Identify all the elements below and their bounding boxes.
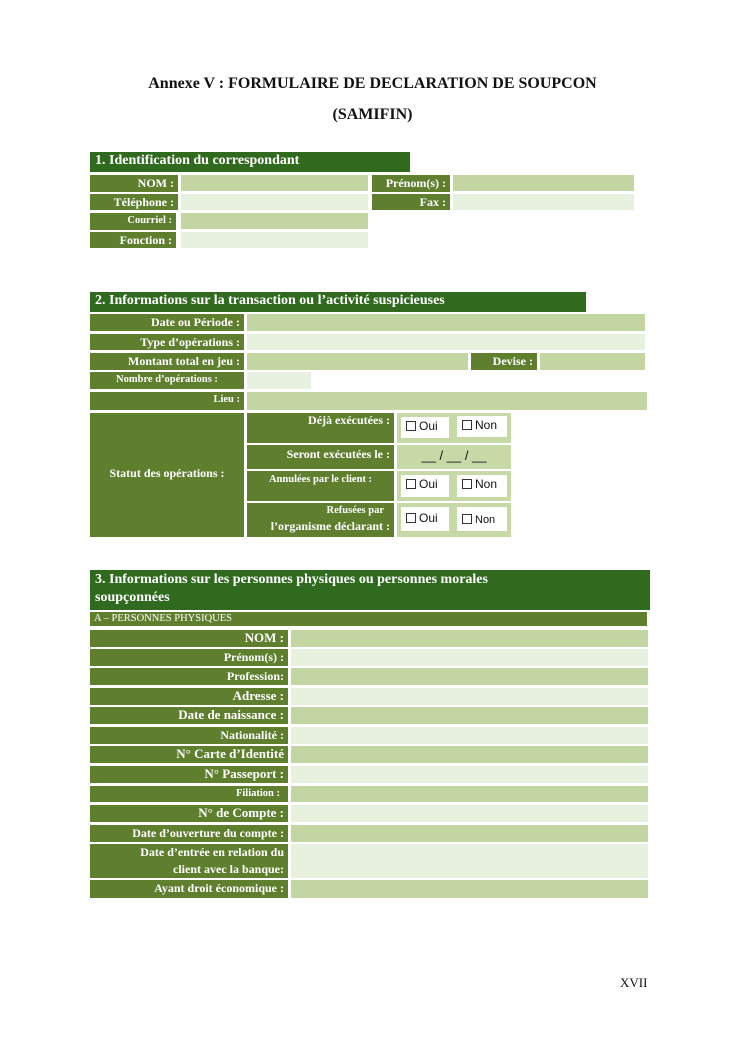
field-lieu[interactable] bbox=[247, 392, 647, 410]
field-pp-date-naissance[interactable] bbox=[291, 707, 648, 724]
label-pp-numero-compte: N° de Compte : bbox=[90, 805, 288, 822]
section-3-title-line1: 3. Informations sur les personnes physiques ou personnes morales bbox=[95, 572, 488, 587]
label-pp-ayant-droit: Ayant droit économique : bbox=[90, 880, 288, 898]
label-pp-date-entree-line2: client avec la banque: bbox=[173, 862, 284, 876]
checkbox-icon[interactable] bbox=[462, 479, 472, 489]
label-pp-adresse: Adresse : bbox=[90, 688, 288, 705]
field-pp-passeport[interactable] bbox=[291, 766, 648, 783]
label-statut: Statut des opérations : bbox=[90, 413, 244, 537]
label-lieu: Lieu : bbox=[90, 392, 244, 410]
label-pp-filiation: Filiation : bbox=[90, 786, 288, 802]
checkbox-icon[interactable] bbox=[406, 421, 416, 431]
label-refusees bbox=[247, 503, 394, 537]
annulees-non-option[interactable]: Non bbox=[456, 474, 508, 498]
label-pp-nom: NOM : bbox=[90, 630, 288, 647]
field-pp-profession[interactable] bbox=[291, 668, 648, 685]
label-nombre-operations: Nombre d’opérations : bbox=[90, 372, 244, 389]
label-pp-carte-identite: N° Carte d’Identité bbox=[90, 746, 288, 763]
field-fax[interactable] bbox=[453, 194, 634, 210]
section-3-title bbox=[90, 570, 650, 610]
label-devise: Devise : bbox=[471, 353, 537, 370]
annulees-options bbox=[397, 471, 511, 501]
label-refusees-line2: l’organisme déclarant : bbox=[270, 519, 390, 533]
deja-non-option[interactable]: Non bbox=[456, 415, 508, 438]
label-annulees-client: Annulées par le client : bbox=[247, 471, 394, 501]
label-fonction: Fonction : bbox=[90, 232, 176, 248]
field-courriel[interactable] bbox=[181, 213, 368, 229]
page-number: XVII bbox=[620, 975, 648, 990]
label-seront-executees: Seront exécutées le : bbox=[247, 445, 394, 469]
field-pp-date-ouverture[interactable] bbox=[291, 825, 648, 842]
field-seront-executees-date[interactable]: __ / __ / __ bbox=[397, 445, 511, 469]
annulees-oui-option[interactable]: Oui bbox=[400, 474, 450, 498]
label-pp-passeport: N° Passeport : bbox=[90, 766, 288, 783]
field-telephone[interactable] bbox=[181, 194, 368, 210]
checkbox-icon[interactable] bbox=[406, 479, 416, 489]
label-pp-date-ouverture: Date d’ouverture du compte : bbox=[90, 825, 288, 842]
field-pp-ayant-droit[interactable] bbox=[291, 880, 648, 898]
field-prenom[interactable] bbox=[453, 175, 634, 191]
field-montant[interactable] bbox=[247, 353, 468, 370]
deja-executees-options bbox=[397, 413, 511, 443]
field-pp-date-entree-relation[interactable] bbox=[291, 844, 648, 878]
field-nombre-operations[interactable] bbox=[247, 372, 311, 389]
subsection-a-title: A – PERSONNES PHYSIQUES bbox=[90, 612, 647, 626]
label-date-periode: Date ou Période : bbox=[90, 314, 244, 331]
field-pp-nom[interactable] bbox=[291, 630, 648, 647]
page-title: Annexe V : FORMULAIRE DE DECLARATION DE SOUPCON bbox=[148, 75, 597, 92]
label-nom: NOM : bbox=[90, 175, 178, 192]
label-refusees-line1: Refusées par bbox=[326, 505, 384, 516]
refusees-options bbox=[397, 503, 511, 537]
field-fonction[interactable] bbox=[181, 232, 368, 248]
label-pp-nationalite: Nationalité : bbox=[90, 727, 288, 744]
label-pp-profession: Profession: bbox=[90, 668, 288, 685]
label-courriel: Courriel : bbox=[90, 213, 176, 230]
label-montant: Montant total en jeu : bbox=[90, 353, 244, 370]
refusees-oui-option[interactable]: Oui bbox=[400, 506, 450, 532]
label-deja-executees: Déjà exécutées : bbox=[247, 413, 394, 443]
label-pp-date-entree-line1: Date d’entrée en relation du bbox=[140, 845, 284, 859]
label-pp-prenom: Prénom(s) : bbox=[90, 649, 288, 666]
label-telephone: Téléphone : bbox=[90, 194, 178, 210]
field-nom[interactable] bbox=[181, 175, 368, 191]
label-pp-date-entree-relation bbox=[90, 844, 288, 878]
checkbox-icon[interactable] bbox=[462, 514, 472, 524]
field-devise[interactable] bbox=[540, 353, 645, 370]
field-type-operations[interactable] bbox=[247, 334, 645, 350]
deja-oui-option[interactable]: Oui bbox=[400, 416, 450, 439]
checkbox-icon[interactable] bbox=[406, 513, 416, 523]
section-2-title: 2. Informations sur la transaction ou l’activité suspicieuses bbox=[90, 292, 586, 312]
field-pp-adresse[interactable] bbox=[291, 688, 648, 705]
field-pp-carte-identite[interactable] bbox=[291, 746, 648, 763]
checkbox-icon[interactable] bbox=[462, 420, 472, 430]
field-pp-numero-compte[interactable] bbox=[291, 805, 648, 822]
field-pp-nationalite[interactable] bbox=[291, 727, 648, 744]
section-1-title: 1. Identification du correspondant bbox=[90, 152, 410, 172]
refusees-non-option[interactable]: Non bbox=[456, 506, 508, 532]
label-prenom: Prénom(s) : bbox=[372, 175, 450, 192]
label-type-operations: Type d’opérations : bbox=[90, 334, 244, 350]
page-subtitle: (SAMIFIN) bbox=[332, 106, 413, 123]
field-date-periode[interactable] bbox=[247, 314, 645, 331]
label-fax: Fax : bbox=[372, 194, 450, 210]
field-pp-prenom[interactable] bbox=[291, 649, 648, 666]
label-pp-date-naissance: Date de naissance : bbox=[90, 707, 288, 724]
field-pp-filiation[interactable] bbox=[291, 786, 648, 802]
section-3-title-line2: soupçonnées bbox=[95, 590, 170, 605]
